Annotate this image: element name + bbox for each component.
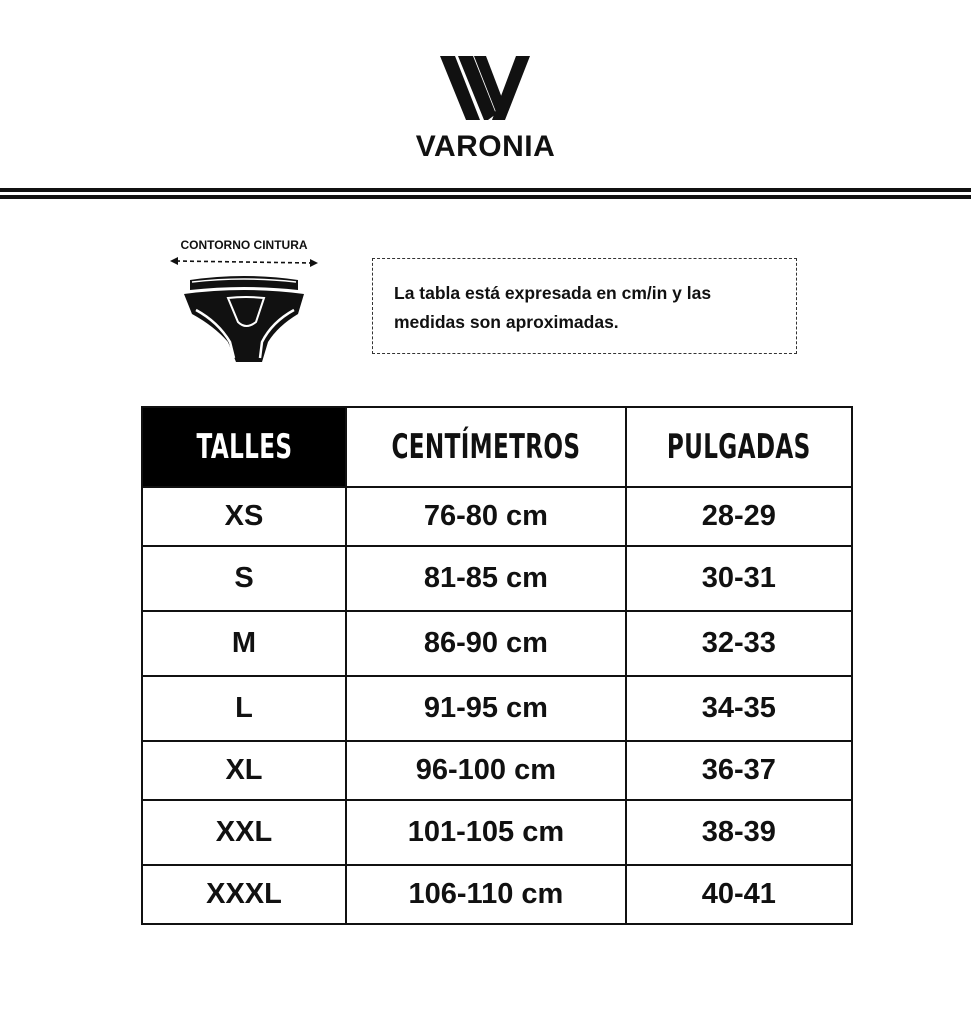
size-cell: XXXL	[142, 865, 346, 924]
divider-line-top	[0, 188, 971, 192]
header-sizes: TALLES	[142, 407, 346, 487]
cm-cell: 86-90 cm	[346, 611, 626, 676]
cm-cell: 76-80 cm	[346, 487, 626, 546]
size-cell: XXL	[142, 800, 346, 865]
size-cell: M	[142, 611, 346, 676]
table-row	[142, 676, 852, 741]
cm-cell: 96-100 cm	[346, 741, 626, 800]
table-row	[142, 800, 852, 865]
waist-measure-diagram	[166, 238, 322, 366]
brand-name: VARONIA	[415, 130, 556, 163]
cm-cell: 106-110 cm	[346, 865, 626, 924]
size-cell: L	[142, 676, 346, 741]
measurement-note: La tabla está expresada en cm/in y las medidas son aproximadas.	[372, 258, 797, 354]
brand-logo	[0, 52, 971, 164]
table-row	[142, 487, 852, 546]
cm-cell: 101-105 cm	[346, 800, 626, 865]
table-row	[142, 865, 852, 924]
size-cell: S	[142, 546, 346, 611]
varonia-v-logo-icon	[440, 52, 532, 122]
size-cell: XL	[142, 741, 346, 800]
table-header-row	[142, 407, 852, 487]
inch-cell: 40-41	[626, 865, 852, 924]
inch-cell: 34-35	[626, 676, 852, 741]
briefs-icon	[166, 270, 322, 366]
cm-cell: 81-85 cm	[346, 546, 626, 611]
double-arrow-icon	[166, 252, 322, 270]
waist-measure-label: CONTORNO CINTURA	[180, 238, 308, 252]
size-cell: XS	[142, 487, 346, 546]
table-row	[142, 611, 852, 676]
size-chart-table	[141, 406, 853, 925]
inch-cell: 38-39	[626, 800, 852, 865]
inch-cell: 32-33	[626, 611, 852, 676]
table-row	[142, 741, 852, 800]
divider-line-bottom	[0, 195, 971, 199]
inch-cell: 30-31	[626, 546, 852, 611]
inch-cell: 28-29	[626, 487, 852, 546]
inch-cell: 36-37	[626, 741, 852, 800]
header-inches: PULGADAS	[626, 407, 852, 487]
cm-cell: 91-95 cm	[346, 676, 626, 741]
table-row	[142, 546, 852, 611]
header-centimeters: CENTÍMETROS	[346, 407, 626, 487]
